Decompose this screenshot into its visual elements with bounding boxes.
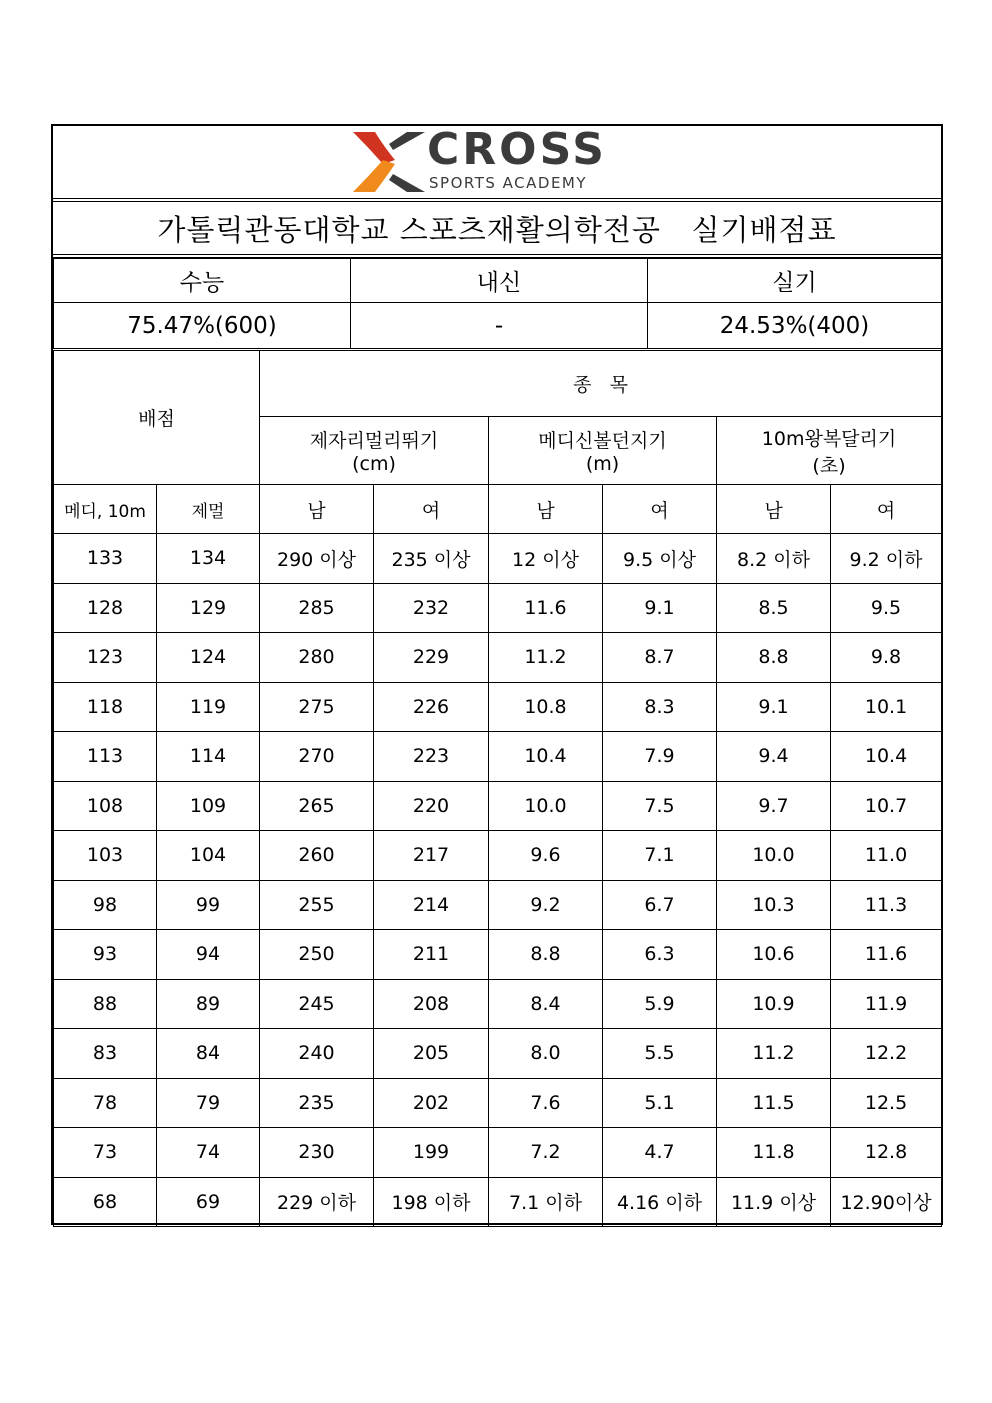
table-cell: 6.7 xyxy=(603,880,717,930)
sub-header-medi-10m: 메디, 10m xyxy=(54,485,157,534)
sub-header-row xyxy=(54,485,942,534)
table-cell: 4.7 xyxy=(603,1128,717,1178)
table-cell: 226 xyxy=(374,682,489,732)
table-cell: 73 xyxy=(54,1128,157,1178)
score-table xyxy=(53,350,942,1227)
table-cell: 11.2 xyxy=(717,1029,831,1079)
ratio-header-suneung: 수능 xyxy=(54,259,351,303)
table-cell: 10.6 xyxy=(717,930,831,980)
table-row xyxy=(54,1177,942,1227)
table-cell: 78 xyxy=(54,1078,157,1128)
event-name: 제자리멀리뛰기 xyxy=(309,430,439,452)
table-cell: 6.3 xyxy=(603,930,717,980)
table-cell: 79 xyxy=(157,1078,260,1128)
table-cell: 7.6 xyxy=(489,1078,603,1128)
table-cell: 214 xyxy=(374,880,489,930)
table-cell: 208 xyxy=(374,979,489,1029)
table-cell: 199 xyxy=(374,1128,489,1178)
table-cell: 9.2 이하 xyxy=(831,534,942,584)
table-cell: 10.1 xyxy=(831,682,942,732)
event-unit: (cm) xyxy=(352,453,396,475)
table-cell: 89 xyxy=(157,979,260,1029)
event-name: 메디신볼던지기 xyxy=(538,430,667,452)
table-row xyxy=(54,682,942,732)
table-cell: 11.9 이상 xyxy=(717,1177,831,1227)
table-cell: 12.2 xyxy=(831,1029,942,1079)
event-10m-shuttle-run xyxy=(717,417,942,485)
table-cell: 7.2 xyxy=(489,1128,603,1178)
table-cell: 12.5 xyxy=(831,1078,942,1128)
event-name: 10m왕복달리기 xyxy=(761,427,897,450)
table-row xyxy=(54,633,942,683)
table-cell: 12 이상 xyxy=(489,534,603,584)
table-cell: 7.1 xyxy=(603,831,717,881)
table-row xyxy=(54,583,942,633)
table-row xyxy=(54,930,942,980)
table-cell: 217 xyxy=(374,831,489,881)
table-cell: 118 xyxy=(54,682,157,732)
table-cell: 9.5 이상 xyxy=(603,534,717,584)
table-cell: 128 xyxy=(54,583,157,633)
table-cell: 9.2 xyxy=(489,880,603,930)
table-row xyxy=(54,1128,942,1178)
table-cell: 9.1 xyxy=(603,583,717,633)
table-row xyxy=(54,880,942,930)
event-standing-long-jump xyxy=(260,417,489,485)
table-cell: 265 xyxy=(260,781,374,831)
sub-header-male: 남 xyxy=(717,485,831,534)
table-cell: 11.2 xyxy=(489,633,603,683)
table-cell: 8.5 xyxy=(717,583,831,633)
table-cell: 11.6 xyxy=(831,930,942,980)
table-cell: 245 xyxy=(260,979,374,1029)
table-cell: 10.0 xyxy=(717,831,831,881)
table-row xyxy=(54,732,942,782)
sub-header-female: 여 xyxy=(374,485,489,534)
table-cell: 8.0 xyxy=(489,1029,603,1079)
sub-header-female: 여 xyxy=(603,485,717,534)
table-cell: 8.8 xyxy=(717,633,831,683)
table-cell: 11.3 xyxy=(831,880,942,930)
table-cell: 290 이상 xyxy=(260,534,374,584)
table-cell: 250 xyxy=(260,930,374,980)
table-cell: 108 xyxy=(54,781,157,831)
sub-header-jemeol: 제멀 xyxy=(157,485,260,534)
ratio-value-silgi: 24.53%(400) xyxy=(648,303,942,349)
table-cell: 10.7 xyxy=(831,781,942,831)
table-cell: 12.8 xyxy=(831,1128,942,1178)
table-cell: 99 xyxy=(157,880,260,930)
cross-logo xyxy=(349,124,639,194)
table-cell: 113 xyxy=(54,732,157,782)
table-cell: 205 xyxy=(374,1029,489,1079)
ratio-value-naesin: - xyxy=(351,303,648,349)
score-rows xyxy=(54,534,942,1227)
table-cell: 68 xyxy=(54,1177,157,1227)
sub-header-female: 여 xyxy=(831,485,942,534)
table-cell: 133 xyxy=(54,534,157,584)
table-cell: 9.8 xyxy=(831,633,942,683)
table-cell: 98 xyxy=(54,880,157,930)
table-cell: 235 xyxy=(260,1078,374,1128)
table-cell: 83 xyxy=(54,1029,157,1079)
ratio-value-suneung: 75.47%(600) xyxy=(54,303,351,349)
table-cell: 220 xyxy=(374,781,489,831)
event-medicine-ball xyxy=(489,417,717,485)
table-cell: 11.6 xyxy=(489,583,603,633)
table-cell: 255 xyxy=(260,880,374,930)
table-cell: 235 이상 xyxy=(374,534,489,584)
table-cell: 10.3 xyxy=(717,880,831,930)
ratio-header-silgi: 실기 xyxy=(648,259,942,303)
table-cell: 202 xyxy=(374,1078,489,1128)
ratio-header-naesin: 내신 xyxy=(351,259,648,303)
table-cell: 9.7 xyxy=(717,781,831,831)
table-cell: 232 xyxy=(374,583,489,633)
table-cell: 229 xyxy=(374,633,489,683)
event-header-text: 종 목 xyxy=(573,374,628,396)
table-cell: 8.3 xyxy=(603,682,717,732)
table-cell: 11.0 xyxy=(831,831,942,881)
table-cell: 8.2 이하 xyxy=(717,534,831,584)
title-text: 가톨릭관동대학교 스포츠재활의학전공 실기배점표 xyxy=(157,212,837,247)
table-cell: 94 xyxy=(157,930,260,980)
logo-header xyxy=(53,126,941,199)
table-cell: 124 xyxy=(157,633,260,683)
table-cell: 5.1 xyxy=(603,1078,717,1128)
logo-subtitle: SPORTS ACADEMY xyxy=(429,174,588,192)
event-unit: (초) xyxy=(812,454,846,477)
table-cell: 119 xyxy=(157,682,260,732)
table-row xyxy=(54,1029,942,1079)
table-cell: 9.5 xyxy=(831,583,942,633)
table-cell: 10.4 xyxy=(831,732,942,782)
table-cell: 10.4 xyxy=(489,732,603,782)
table-cell: 129 xyxy=(157,583,260,633)
score-header: 배점 xyxy=(54,351,260,485)
table-row xyxy=(54,831,942,881)
table-cell: 88 xyxy=(54,979,157,1029)
table-cell: 11.9 xyxy=(831,979,942,1029)
table-cell: 11.5 xyxy=(717,1078,831,1128)
table-cell: 103 xyxy=(54,831,157,881)
table-row xyxy=(54,979,942,1029)
table-cell: 4.16 이하 xyxy=(603,1177,717,1227)
logo-wordmark: CROSS xyxy=(427,124,607,175)
table-cell: 7.5 xyxy=(603,781,717,831)
event-unit: (m) xyxy=(585,453,620,475)
table-cell: 223 xyxy=(374,732,489,782)
table-cell: 5.5 xyxy=(603,1029,717,1079)
table-cell: 280 xyxy=(260,633,374,683)
table-row xyxy=(54,534,942,584)
event-header xyxy=(260,351,942,417)
cross-x-mark-icon xyxy=(349,130,429,194)
table-cell: 69 xyxy=(157,1177,260,1227)
table-cell: 114 xyxy=(157,732,260,782)
table-cell: 5.9 xyxy=(603,979,717,1029)
page-title xyxy=(53,202,941,255)
table-cell: 123 xyxy=(54,633,157,683)
table-cell: 230 xyxy=(260,1128,374,1178)
table-cell: 285 xyxy=(260,583,374,633)
table-cell: 211 xyxy=(374,930,489,980)
weight-ratio-table xyxy=(53,258,942,349)
table-cell: 10.0 xyxy=(489,781,603,831)
table-cell: 260 xyxy=(260,831,374,881)
score-sheet-frame xyxy=(51,124,943,1225)
table-cell: 7.1 이하 xyxy=(489,1177,603,1227)
table-cell: 7.9 xyxy=(603,732,717,782)
table-cell: 8.4 xyxy=(489,979,603,1029)
table-cell: 270 xyxy=(260,732,374,782)
table-cell: 275 xyxy=(260,682,374,732)
table-row xyxy=(54,781,942,831)
table-cell: 74 xyxy=(157,1128,260,1178)
table-row xyxy=(54,1078,942,1128)
table-cell: 10.9 xyxy=(717,979,831,1029)
table-cell: 84 xyxy=(157,1029,260,1079)
table-cell: 9.6 xyxy=(489,831,603,881)
table-cell: 134 xyxy=(157,534,260,584)
table-cell: 9.1 xyxy=(717,682,831,732)
table-cell: 240 xyxy=(260,1029,374,1079)
table-cell: 8.7 xyxy=(603,633,717,683)
table-cell: 109 xyxy=(157,781,260,831)
table-cell: 229 이하 xyxy=(260,1177,374,1227)
table-cell: 104 xyxy=(157,831,260,881)
sub-header-male: 남 xyxy=(489,485,603,534)
table-cell: 198 이하 xyxy=(374,1177,489,1227)
table-cell: 11.8 xyxy=(717,1128,831,1178)
table-cell: 10.8 xyxy=(489,682,603,732)
table-cell: 12.90이상 xyxy=(831,1177,942,1227)
table-cell: 93 xyxy=(54,930,157,980)
table-cell: 8.8 xyxy=(489,930,603,980)
table-cell: 9.4 xyxy=(717,732,831,782)
sub-header-male: 남 xyxy=(260,485,374,534)
